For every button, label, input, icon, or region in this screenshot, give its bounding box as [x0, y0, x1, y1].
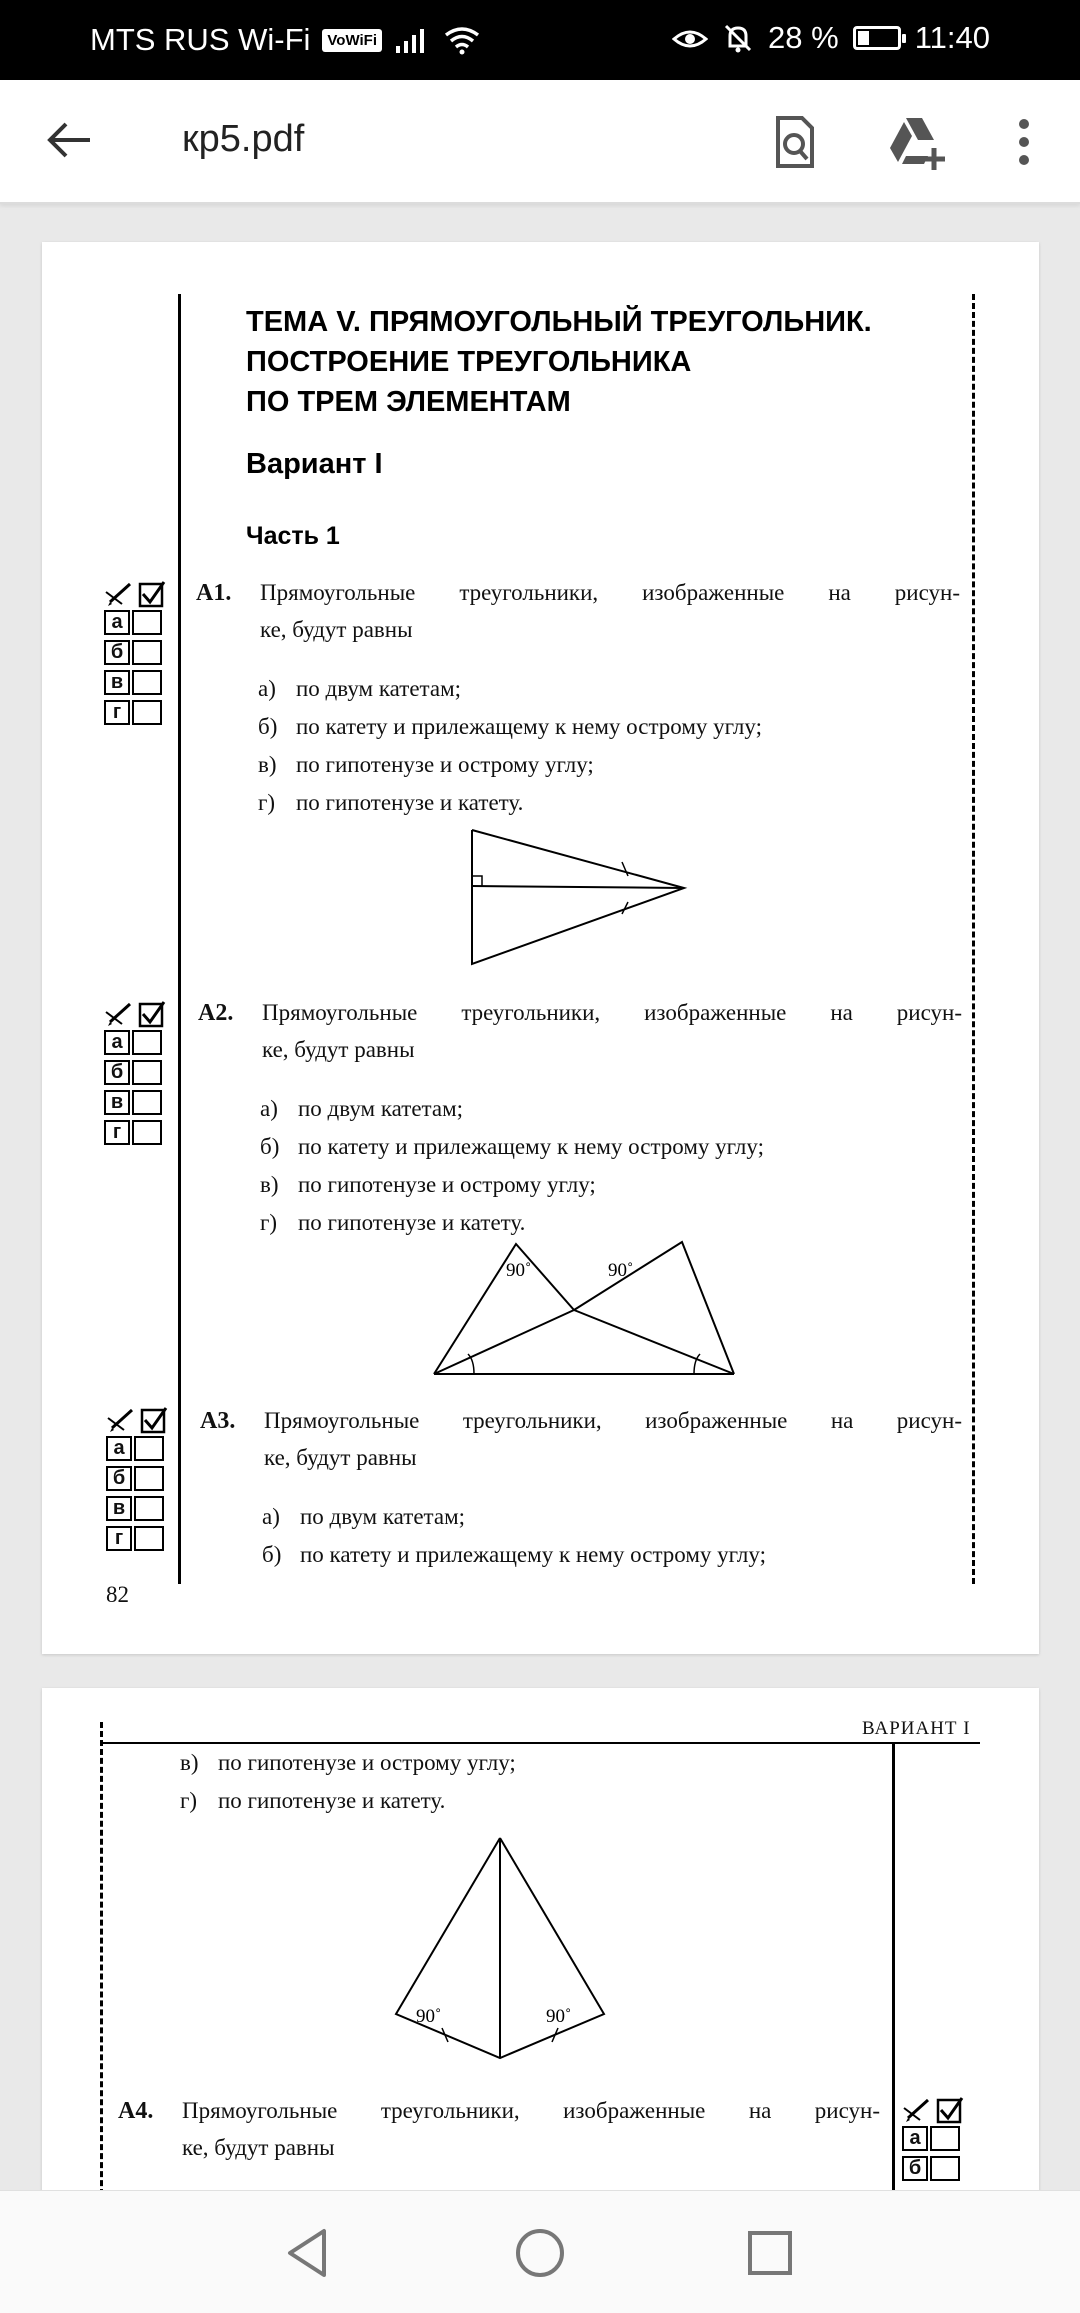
nav-home-icon[interactable]	[510, 2223, 570, 2283]
pdf-page-2	[42, 1688, 1039, 2208]
options-list	[262, 1498, 766, 1574]
option-text: по катету и прилежащему к нему острому углу;	[300, 1542, 766, 1567]
pen-check-icon	[902, 2096, 972, 2124]
answer-option-row[interactable]	[104, 700, 264, 727]
answer-letter: г	[106, 1526, 132, 1551]
option-text: по двум катетам;	[296, 676, 462, 701]
answer-letter: г	[104, 1120, 130, 1145]
option-text: по двум катетам;	[300, 1504, 466, 1529]
nav-back-icon[interactable]	[278, 2223, 338, 2283]
answer-option-row[interactable]	[106, 1496, 266, 1523]
question-number: А2.	[198, 1000, 234, 1026]
answer-header	[902, 2096, 1039, 2124]
nav-recents-icon[interactable]	[740, 2223, 800, 2283]
answer-option-row[interactable]	[104, 670, 264, 697]
answer-letter: а	[104, 610, 130, 635]
answer-option-row[interactable]	[104, 1060, 264, 1087]
option-text: по гипотенузе и острому углу;	[296, 752, 594, 777]
question-text	[182, 2092, 880, 2166]
question-text-line: ке, будут равны	[260, 617, 413, 642]
question-number: А1.	[196, 580, 232, 606]
option-item	[260, 1128, 764, 1166]
answer-letter: а	[902, 2126, 928, 2151]
answer-checkbox[interactable]	[132, 700, 162, 725]
option-letter: б)	[260, 1134, 280, 1159]
heading-line: ТЕМА V. ПРЯМОУГОЛЬНЫЙ ТРЕУГОЛЬНИК.	[246, 306, 872, 338]
option-letter: г)	[180, 1788, 198, 1813]
status-bar	[0, 0, 1080, 80]
option-text: по катету и прилежащему к нему острому углу;	[298, 1134, 764, 1159]
angle-label: 90˚	[506, 1260, 532, 1281]
mute-bell-icon	[722, 22, 754, 54]
answer-letter: б	[902, 2156, 928, 2181]
answer-letter: в	[106, 1496, 132, 1521]
answer-option-row[interactable]	[106, 1436, 266, 1463]
option-text: по гипотенузе и катету.	[296, 790, 524, 815]
answer-option-row[interactable]	[106, 1526, 266, 1553]
answer-option-row[interactable]	[104, 1090, 264, 1117]
option-text: по гипотенузе и катету.	[218, 1788, 446, 1813]
question-text-line: Прямоугольные треугольники, изображенные на рисун-	[262, 1000, 962, 1025]
option-item	[260, 1166, 764, 1204]
answer-letter: а	[104, 1030, 130, 1055]
answer-letter: б	[104, 640, 130, 665]
option-letter: г)	[258, 790, 276, 815]
question-text	[260, 574, 960, 648]
answer-header	[106, 1406, 266, 1434]
option-item	[258, 708, 762, 746]
pen-check-icon	[104, 580, 174, 608]
wifi-icon	[442, 25, 482, 55]
option-letter: б)	[258, 714, 278, 739]
question-number: А3.	[200, 1408, 236, 1434]
navigation-bar	[0, 2190, 1080, 2313]
option-text: по гипотенузе и острому углу;	[298, 1172, 596, 1197]
margin-line-left-dashed	[100, 1722, 103, 2208]
answer-letter: б	[104, 1060, 130, 1085]
question-number: А4.	[118, 2098, 154, 2124]
answer-checkbox[interactable]	[134, 1496, 164, 1521]
answer-option-row[interactable]	[106, 1466, 266, 1493]
figure-a1-triangles	[462, 822, 702, 972]
pen-check-icon	[104, 1000, 174, 1028]
pdf-page-1	[42, 242, 1039, 1654]
question-text-line: ке, будут равны	[262, 1037, 415, 1062]
search-document-icon[interactable]	[764, 112, 824, 172]
option-letter: в)	[260, 1172, 279, 1197]
angle-label: 90˚	[546, 2006, 572, 2027]
options-list	[260, 1090, 764, 1242]
question-text-line: Прямоугольные треугольники, изображенные на рисун-	[182, 2098, 880, 2123]
figure-a3-triangles	[386, 1832, 616, 2062]
answer-checkbox[interactable]	[132, 1090, 162, 1115]
answer-checkbox-group-a3	[106, 1406, 266, 1556]
signal-icon	[394, 26, 430, 54]
answer-option-row[interactable]	[104, 1120, 264, 1147]
battery-percent: 28 %	[768, 20, 839, 55]
option-letter: б)	[262, 1542, 282, 1567]
answer-checkbox[interactable]	[134, 1466, 164, 1491]
heading-line: ПОСТРОЕНИЕ ТРЕУГОЛЬНИКА	[246, 346, 692, 378]
answer-checkbox[interactable]	[930, 2156, 960, 2181]
answer-option-row[interactable]	[902, 2156, 1039, 2183]
option-item	[262, 1536, 766, 1574]
angle-label: 90˚	[416, 2006, 442, 2027]
battery-icon	[853, 26, 901, 50]
answer-option-row[interactable]	[104, 610, 264, 637]
answer-letter: г	[104, 700, 130, 725]
add-to-drive-icon[interactable]	[884, 112, 948, 172]
answer-checkbox[interactable]	[930, 2126, 960, 2151]
answer-checkbox[interactable]	[132, 610, 162, 635]
clock: 11:40	[914, 20, 990, 55]
margin-line-right	[892, 1742, 895, 2208]
topic-heading	[246, 302, 872, 422]
back-arrow-icon[interactable]	[40, 110, 100, 170]
option-item	[258, 746, 762, 784]
answer-option-row[interactable]	[902, 2126, 1039, 2153]
margin-line-right-dashed	[972, 294, 975, 1584]
more-options-icon[interactable]	[1004, 112, 1044, 172]
running-header: ВАРИАНТ I	[862, 1718, 971, 1739]
answer-checkbox-group-a4	[902, 2096, 1039, 2186]
answer-checkbox[interactable]	[132, 1030, 162, 1055]
answer-checkbox-group-a1	[104, 580, 264, 730]
option-item	[262, 1498, 766, 1536]
question-text-line: Прямоугольные треугольники, изображенные на рисун-	[264, 1408, 962, 1433]
variant-title: Вариант I	[246, 448, 383, 480]
heading-line: ПО ТРЕМ ЭЛЕМЕНТАМ	[246, 386, 571, 418]
option-letter: а)	[262, 1504, 280, 1529]
answer-letter: а	[106, 1436, 132, 1461]
carrier-label: MTS RUS Wi-Fi	[90, 22, 311, 57]
answer-letter: в	[104, 670, 130, 695]
option-letter: г)	[260, 1210, 278, 1235]
document-title: кр5.pdf	[182, 118, 305, 160]
angle-label: 90˚	[608, 1260, 634, 1281]
option-text: по гипотенузе и катету.	[298, 1210, 526, 1235]
answer-checkbox[interactable]	[132, 640, 162, 665]
option-letter: а)	[260, 1096, 278, 1121]
pen-check-icon	[106, 1406, 176, 1434]
option-letter: а)	[258, 676, 276, 701]
option-item	[260, 1090, 764, 1128]
question-text-line: ке, будут равны	[182, 2135, 335, 2160]
page-number: 82	[106, 1582, 129, 1607]
answer-option-row[interactable]	[104, 1030, 264, 1057]
figure-a2-triangles	[424, 1230, 744, 1380]
answer-header	[104, 580, 264, 608]
option-item	[258, 784, 762, 822]
question-text	[264, 1402, 962, 1476]
answer-checkbox-group-a2	[104, 1000, 264, 1150]
answer-checkbox[interactable]	[134, 1526, 164, 1551]
option-item	[180, 1782, 516, 1820]
margin-line-left	[178, 294, 181, 1584]
eye-comfort-icon	[672, 23, 708, 53]
options-list	[180, 1744, 516, 1820]
question-text-line: Прямоугольные треугольники, изображенные на рисун-	[260, 580, 960, 605]
option-letter: в)	[180, 1750, 199, 1775]
answer-checkbox[interactable]	[132, 670, 162, 695]
option-letter: в)	[258, 752, 277, 777]
answer-option-row[interactable]	[104, 640, 264, 667]
options-list	[258, 670, 762, 822]
answer-checkbox[interactable]	[132, 1060, 162, 1085]
answer-header	[104, 1000, 264, 1028]
option-text: по гипотенузе и острому углу;	[218, 1750, 516, 1775]
answer-checkbox[interactable]	[132, 1120, 162, 1145]
answer-letter: б	[106, 1466, 132, 1491]
option-item	[258, 670, 762, 708]
app-bar	[0, 80, 1080, 204]
part-title: Часть 1	[246, 522, 340, 550]
option-text: по двум катетам;	[298, 1096, 464, 1121]
answer-checkbox[interactable]	[134, 1436, 164, 1461]
vowifi-badge: VoWiFi	[322, 29, 382, 52]
question-text	[262, 994, 962, 1068]
question-text-line: ке, будут равны	[264, 1445, 417, 1470]
option-text: по катету и прилежащему к нему острому углу;	[296, 714, 762, 739]
answer-letter: в	[104, 1090, 130, 1115]
option-item	[180, 1744, 516, 1782]
